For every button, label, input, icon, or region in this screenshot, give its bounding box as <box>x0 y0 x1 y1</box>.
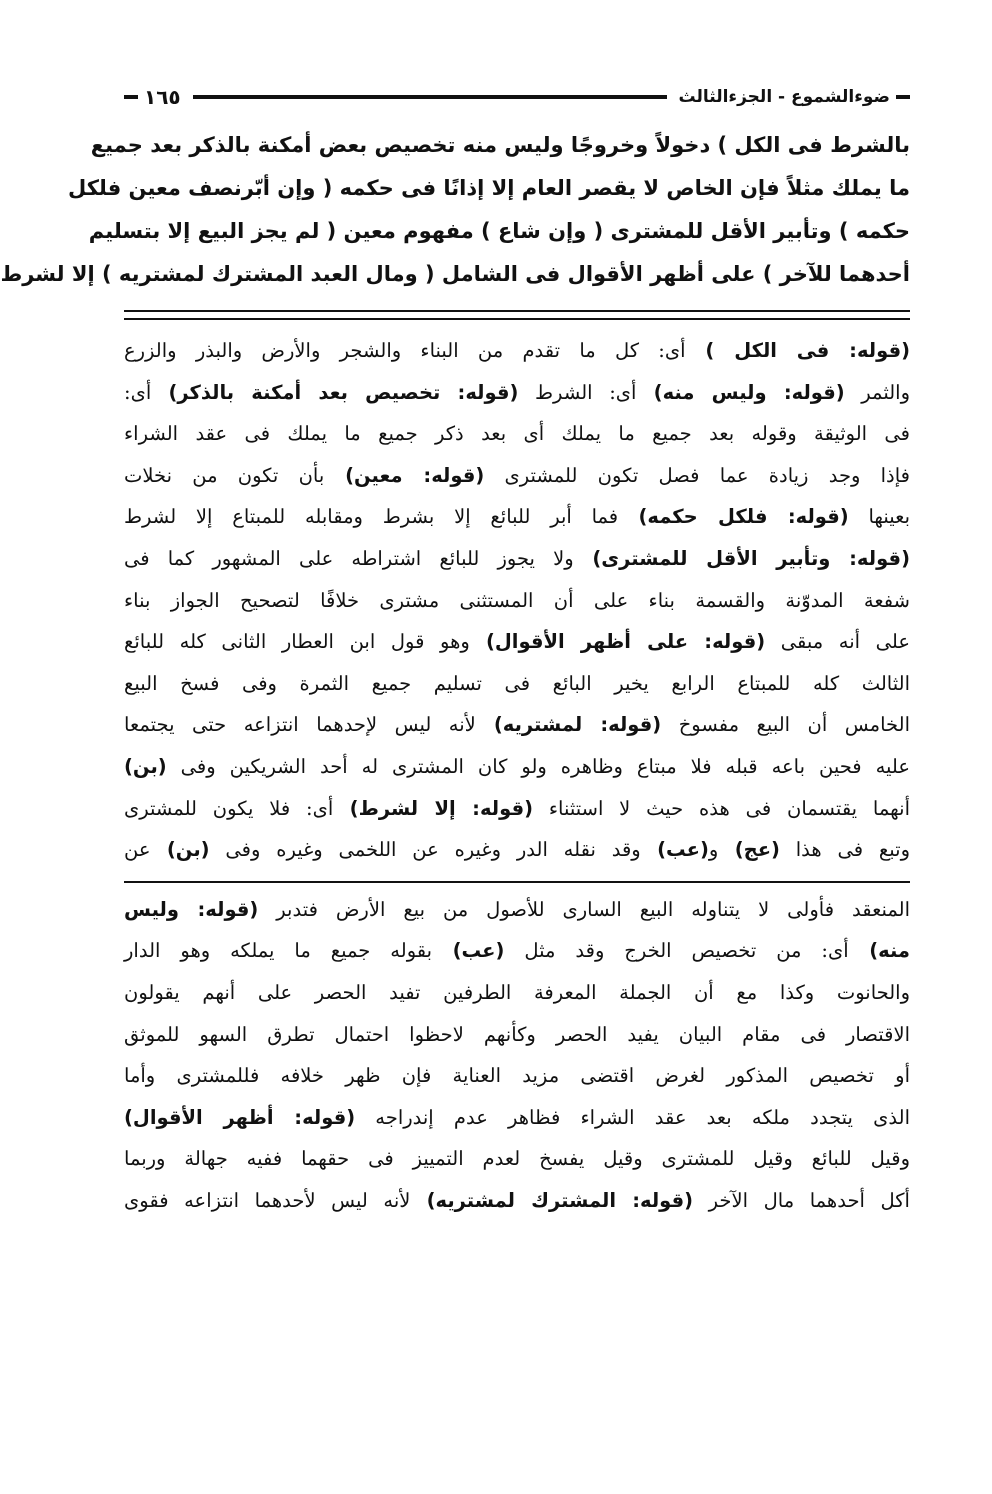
footnote-line <box>124 889 910 931</box>
bold-quote: (قوله: وليس <box>124 897 259 921</box>
commentary-line <box>124 580 910 622</box>
bold-quote: (بن) <box>124 754 167 778</box>
bold-quote: (عب) <box>432 939 505 963</box>
bold-quote: (عج) <box>718 838 780 862</box>
main-text-line: حكمه ) وتأبير الأقل للمشترى ( وإن شاع ) مفهوم معين ( لم يجز البيع إلا بتسليم <box>88 219 910 243</box>
text-run: أى: فلا يكون للمشترى <box>124 796 334 820</box>
text-run: وهو قول ابن العطار الثانى كله للبائع <box>124 630 470 654</box>
commentary-line <box>124 746 910 788</box>
bold-quote: (قوله: وتأبير الأقل للمشترى) <box>573 546 910 570</box>
text-run: أى: كل ما تقدم من البناء والشجر والأرض والبذر والزرع <box>124 339 686 362</box>
text-run: وقيل للبائع وقيل للمشترى وقيل يفسخ لعدم التمييز فى حقهما ففيه جهالة وربما <box>124 1147 910 1171</box>
footnote-line <box>124 930 910 972</box>
bold-quote: (قوله: أظهر الأقوال) <box>124 1105 356 1129</box>
text-run: أى: <box>124 380 152 404</box>
commentary-line <box>124 704 910 746</box>
text-run: فى الوثيقة وقوله بعد جميع ما يملك أى بعد ذكر جميع ما يملك فى عقد الشراء <box>124 422 910 446</box>
bold-quote: (قوله: إلا لشرط) <box>333 796 534 820</box>
commentary-line <box>124 455 910 497</box>
bold-quote: (قوله: لمشتريه) <box>475 713 662 737</box>
text-run: فما أبر للبائع إلا بشرط ومقابله للمبتاع إلا لشرط <box>124 505 619 529</box>
bold-quote: (عب) <box>640 838 709 862</box>
bold-quote: (قوله: المشترك لمشتريه) <box>410 1188 694 1212</box>
double-divider <box>124 310 910 320</box>
footnote-line <box>124 972 910 1014</box>
book-page <box>0 80 911 1221</box>
text-run: عليه فحين باعه قبله فلا مبتاع وظاهره ولو كان المشترى له أحد الشريكين وفى <box>166 754 910 778</box>
text-run: أكل أحدهما مال الآخر <box>693 1188 910 1212</box>
main-text <box>0 124 910 296</box>
text-run: فإذا وجد زيادة عما فصل تكون للمشترى <box>484 463 910 487</box>
bold-quote: (قوله: فى الكل ) <box>685 339 911 362</box>
footnote-line <box>124 1014 910 1056</box>
text-run: وتبع فى هذا <box>779 838 910 862</box>
commentary-line <box>124 663 910 705</box>
commentary-line <box>124 413 910 455</box>
commentary <box>124 330 910 871</box>
commentary-line <box>124 330 910 372</box>
bold-quote: (قوله: على أظهر الأقوال) <box>469 630 766 654</box>
text-run: الثالث كله للمبتاع الرابع يخير البائع فى تسليم جميع الثمرة وفى فسخ البيع <box>124 671 910 695</box>
text-run: بقوله جميع ما يملكه وهو الدار <box>124 939 433 963</box>
text-run: أى: من تخصيص الخرج وقد مثل <box>504 939 849 963</box>
text-run: شفعة المدوّنة والقسمة بناء على أن المستثنى مشترى خلافًا لتصحيح الجواز بناء <box>124 588 910 612</box>
header-dash-right <box>896 95 910 99</box>
bold-quote: (قوله: تخصيص بعد أمكنة بالذكر) <box>151 380 519 404</box>
commentary-line <box>124 788 910 830</box>
text-run: الاقتصار فى مقام البيان يفيد الحصر وكأنهم لاحظوا احتمال تطرق السهو للموثق <box>124 1022 910 1046</box>
commentary-line <box>124 829 910 871</box>
text-run: والحانوت وكذا مع أن الجملة المعرفة الطرفين تفيد الحصر على أنهم يقولون <box>124 980 910 1004</box>
text-run: أو تخصيص المذكور لغرض اقتضى مزيد العناية فإن ظهر خلافه فللمشترى وأما <box>124 1064 910 1088</box>
page-header <box>124 80 910 114</box>
text-run: عن <box>124 838 151 862</box>
footnote-line <box>124 1138 910 1180</box>
commentary-line <box>124 372 910 414</box>
text-run: والثمر <box>844 380 910 404</box>
footnote-line <box>124 1097 910 1139</box>
commentary-line <box>124 496 910 538</box>
footnote-line <box>124 1055 910 1097</box>
header-dash-left <box>124 95 138 99</box>
bold-quote: منه) <box>848 939 910 963</box>
bold-quote: (بن) <box>150 838 210 862</box>
text-run: أى: الشرط <box>518 380 637 404</box>
bold-quote: (قوله: معين) <box>324 463 485 487</box>
bold-quote: (قوله: فلكل حكمه) <box>618 505 849 529</box>
running-title: ضوءالشموع - الجزءالثالث <box>678 87 890 107</box>
page-number: ١٦٥ <box>144 85 181 109</box>
footnote-divider <box>124 881 910 883</box>
text-run: المنعقد فأولى لا يتناوله البيع السارى للأصول من بيع الأرض فتدبر <box>258 897 911 921</box>
main-text-line: أحدهما للآخر ) على أظهر الأقوال فى الشامل ( ومال العبد المشترك لمشتريه ) إلا لشرط <box>0 262 910 286</box>
text-run: أنهما يقتسمان فى هذه حيث لا استثناء <box>533 796 910 820</box>
text-run: بأن تكون من نخلات <box>124 463 325 487</box>
commentary-line <box>124 538 910 580</box>
main-text-line: بالشرط فى الكل ) دخولاً وخروجًا وليس منه تخصيص بعض أمكنة بالذكر بعد جميع <box>90 133 910 157</box>
footnote <box>124 889 910 1222</box>
header-rule <box>193 95 667 99</box>
text-run: ولا يجوز للبائع اشتراطه على المشهور كما فى <box>124 546 574 570</box>
text-run: لأنه ليس لإحدهما انتزاعه حتى يجتمعا <box>124 713 476 737</box>
text-run: الذى يتجدد ملكه بعد عقد الشراء فظاهر عدم إندراجه <box>355 1105 910 1129</box>
text-run: لأنه ليس لأحدهما انتزاعه فقوى <box>124 1188 411 1212</box>
footnote-line <box>124 1180 910 1222</box>
main-text-line: ما يملك مثلاً فإن الخاص لا يقصر العام إلا إذانًا فى حكمه ( وإن أبّرنصف معين فلكل <box>67 176 910 200</box>
text-run: الخامس أن البيع مفسوخ <box>661 713 910 737</box>
text-run: بعينها <box>848 505 910 529</box>
commentary-line <box>124 621 910 663</box>
text-run: وقد نقله الدر وغيره عن اللخمى وغيره وفى <box>209 838 641 862</box>
bold-quote: (قوله: وليس منه) <box>636 380 845 404</box>
text-run: على أنه مبقى <box>765 630 910 654</box>
text-run: و <box>708 838 719 862</box>
